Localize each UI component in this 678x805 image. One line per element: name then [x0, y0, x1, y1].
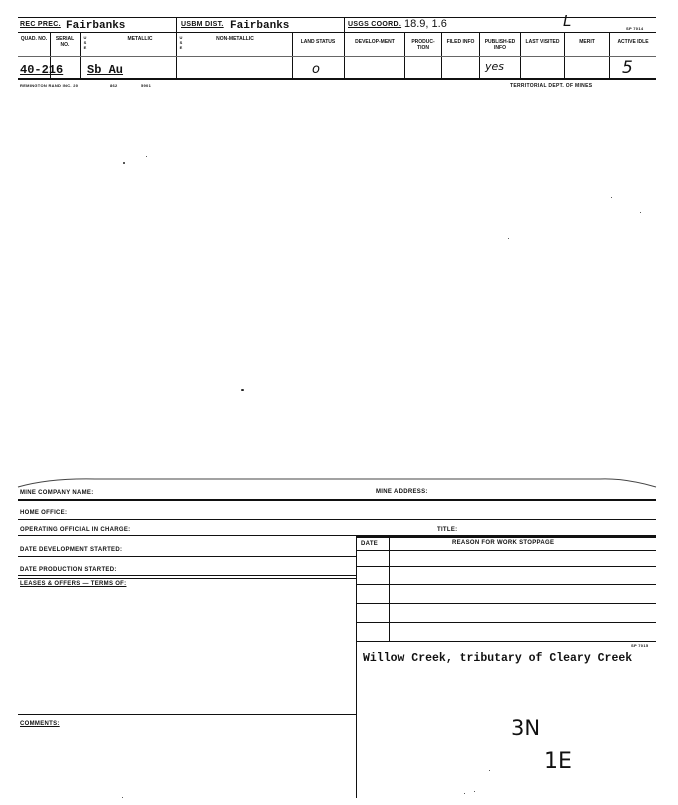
col-merit: MERIT	[579, 39, 595, 45]
stoppage-reason-header: REASON FOR WORK STOPPAGE	[452, 540, 555, 546]
mine-address-label: MINE ADDRESS:	[376, 489, 428, 495]
bottom-form-number: SP 7015	[631, 643, 649, 648]
location-note: Willow Creek, tributary of Cleary Creek	[363, 652, 633, 665]
department-name: TERRITORIAL DEPT. OF MINES	[510, 83, 593, 89]
col-development: DEVELOP-MENT	[355, 39, 395, 45]
rec-prec-label: REC PREC.	[20, 21, 61, 28]
col-nonmetallic-use: U S E	[179, 35, 183, 50]
metallic-value: Sb Au	[87, 63, 124, 77]
home-office-label: HOME OFFICE:	[20, 510, 68, 516]
footer-number-1: 862	[110, 83, 118, 88]
usgs-coord-value: 18.9, 1.6	[404, 18, 447, 30]
quad-serial-value: 40-216	[20, 63, 64, 77]
operating-official-label: OPERATING OFFICIAL IN CHARGE:	[20, 527, 131, 533]
published-info-value: yes	[485, 60, 505, 73]
footer-number-2: 5901	[141, 83, 152, 88]
stoppage-date-header: DATE	[361, 541, 379, 547]
col-land-status: LAND STATUS	[300, 39, 336, 45]
col-quad-no: QUAD. NO.	[20, 36, 48, 42]
col-active-idle: ACTIVE IDLE	[617, 39, 649, 45]
usgs-coord-label: USGS COORD.	[348, 21, 402, 28]
mine-company-name-label: MINE COMPANY NAME:	[20, 490, 94, 496]
leases-offers-label: LEASES & OFFERS — TERMS OF:	[20, 581, 127, 587]
usbm-dist-value: Fairbanks	[230, 20, 290, 32]
col-filed-info: FILED INFO	[446, 39, 475, 45]
col-production: PRODUC-TION	[411, 39, 435, 51]
card-top-edge	[0, 470, 678, 490]
comments-label: COMMENTS:	[20, 721, 60, 727]
handwritten-range: 1E	[544, 749, 572, 774]
printer-imprint: REMINGTON RAND INC. 20	[20, 83, 79, 88]
col-published-info: PUBLISH-ED INFO	[484, 39, 516, 51]
handwritten-township: 3N	[511, 716, 541, 740]
corner-mark: L	[563, 12, 572, 30]
col-nonmetallic: NON-METALLIC	[216, 36, 254, 42]
title-label: TITLE:	[437, 527, 458, 533]
col-metallic: METALLIC	[127, 36, 153, 42]
rec-prec-value: Fairbanks	[66, 20, 126, 32]
land-status-value: o	[312, 62, 320, 77]
col-metallic-use: U S E	[83, 35, 87, 50]
active-idle-value: 5	[622, 58, 633, 78]
date-production-started-label: DATE PRODUCTION STARTED:	[20, 567, 117, 573]
form-number: SP 7014	[626, 26, 644, 31]
date-development-started-label: DATE DEVELOPMENT STARTED:	[20, 547, 123, 553]
col-last-visited: LAST VISITED	[525, 39, 560, 45]
usbm-dist-label: USBM DIST.	[181, 21, 224, 28]
col-serial-no: SERIAL NO.	[55, 36, 75, 48]
